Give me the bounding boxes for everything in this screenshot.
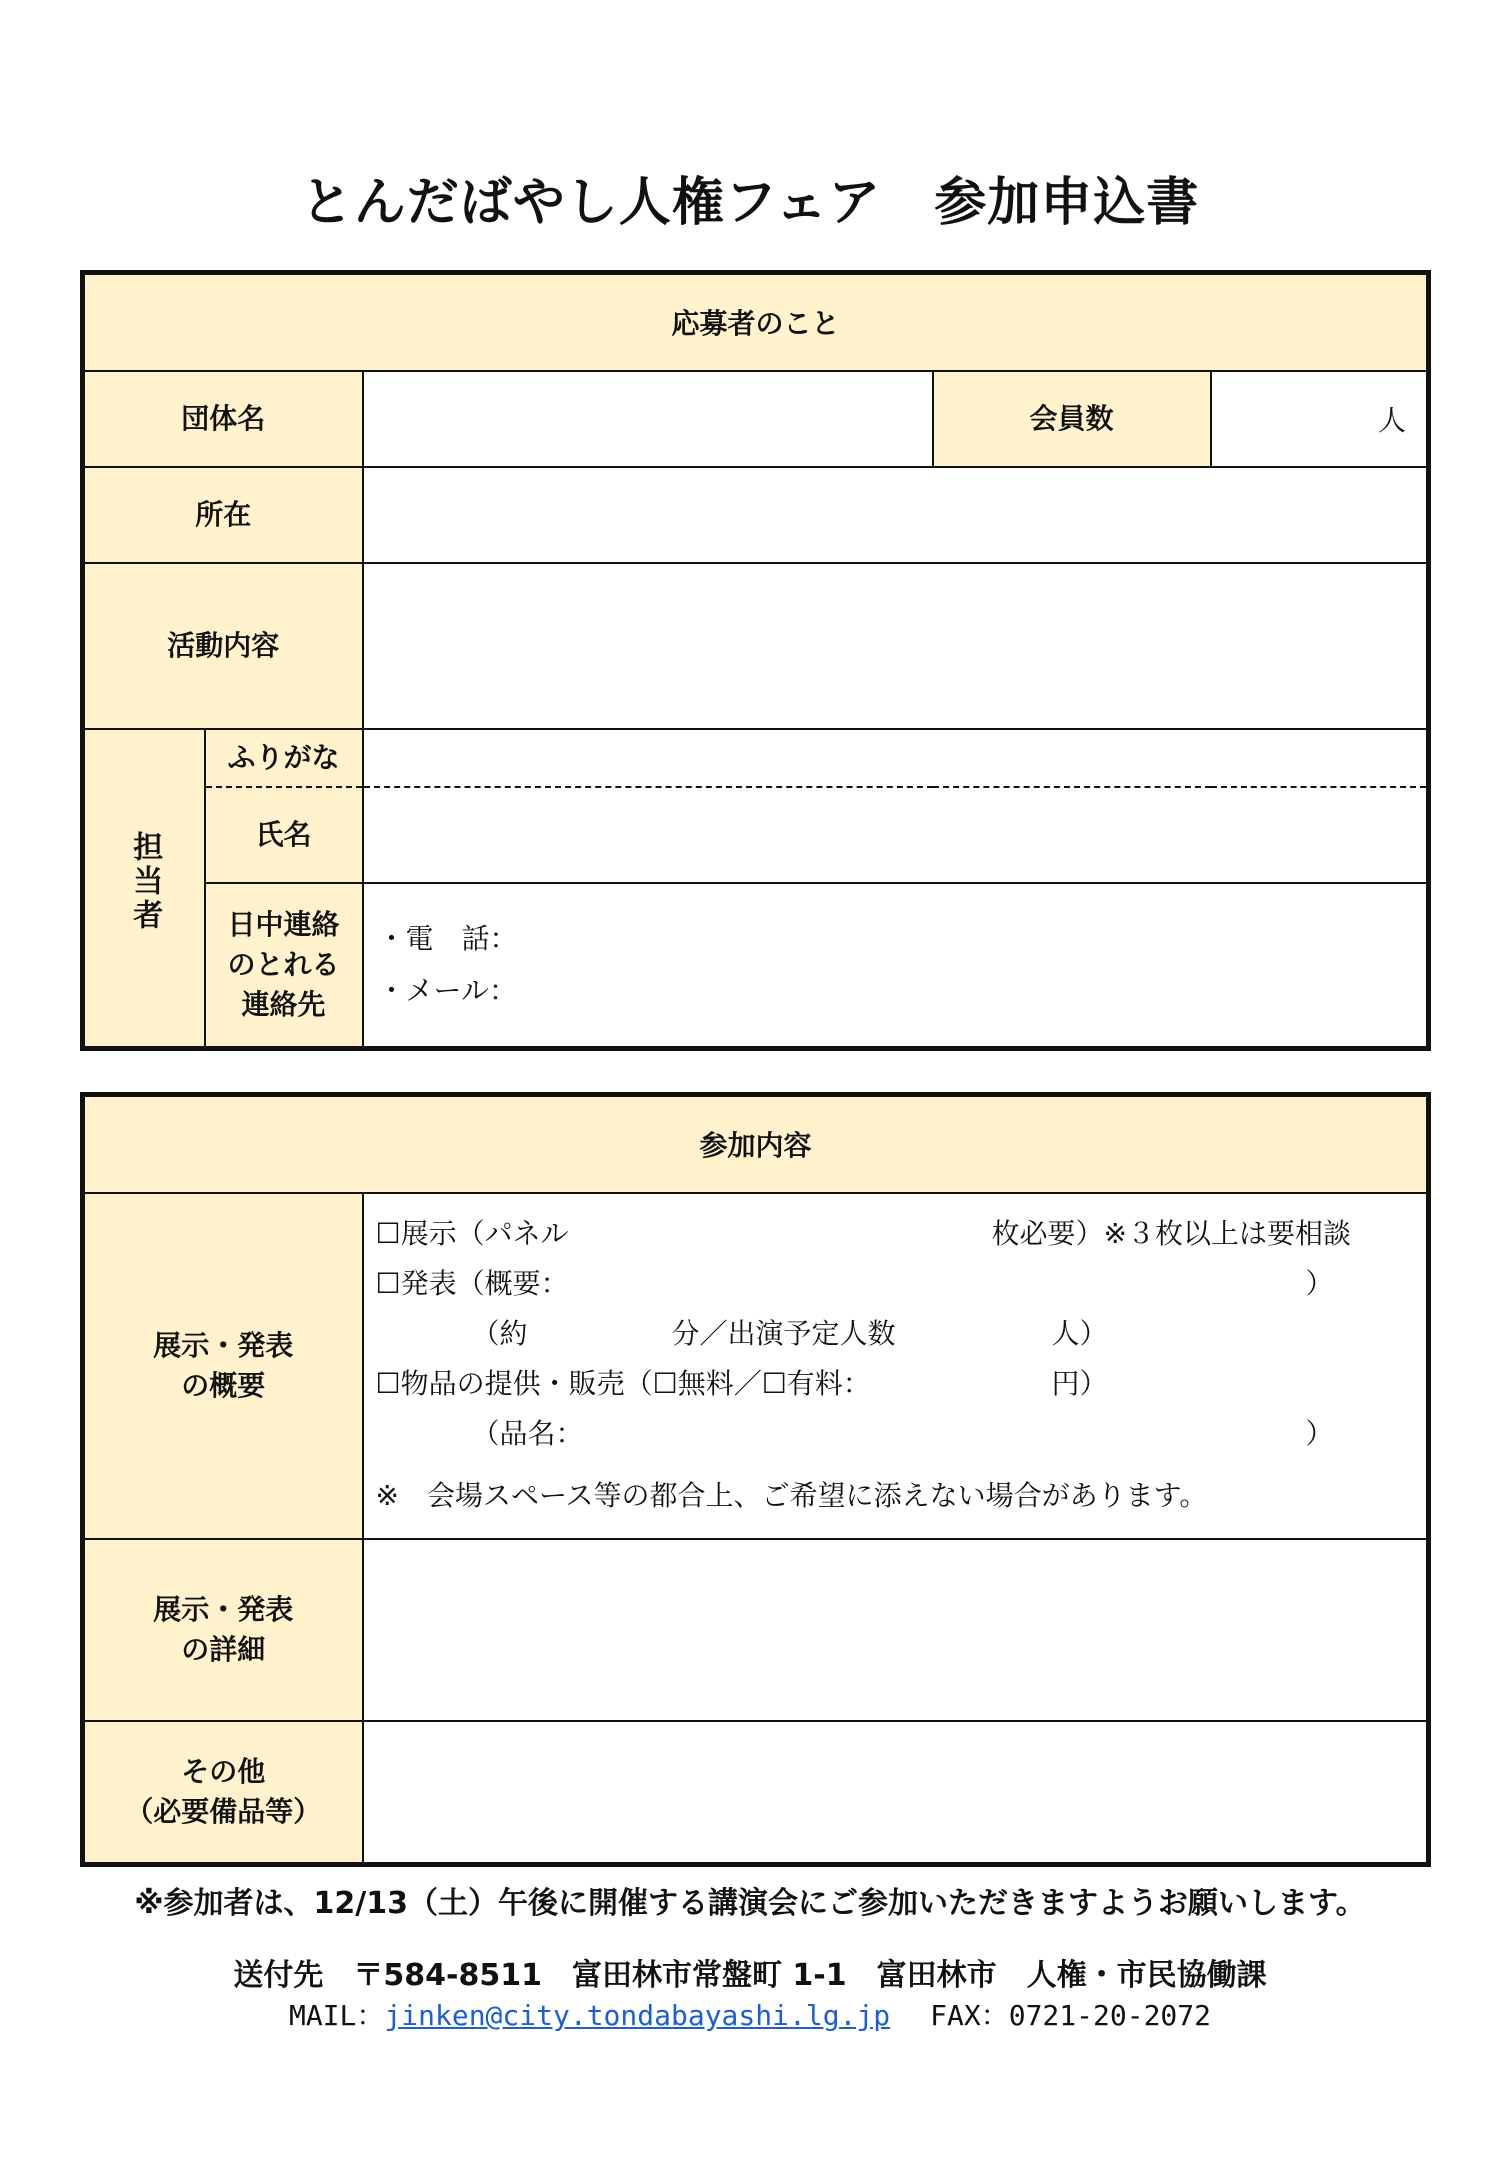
item-name-prefix: （品名： bbox=[471, 1416, 584, 1450]
contact-person-header bbox=[83, 729, 205, 1049]
overview-label-line: の概要 bbox=[181, 1368, 266, 1402]
goods-option[interactable]: ☐物品の提供・販売（☐無料／☐有料： bbox=[375, 1366, 871, 1400]
member-count-label: 会員数 bbox=[933, 371, 1211, 467]
email-label: ・メール： bbox=[377, 973, 517, 1007]
overview-field bbox=[363, 1193, 1429, 1539]
venue-note bbox=[376, 1471, 1413, 1521]
exhibit-line[interactable] bbox=[376, 1209, 1413, 1259]
location-label: 所在 bbox=[83, 467, 363, 563]
item-name-line[interactable] bbox=[376, 1409, 1413, 1459]
name-field[interactable] bbox=[363, 787, 1429, 883]
page-title: とんだばやし人権フェア 参加申込書 bbox=[300, 173, 1200, 233]
group-name-field[interactable] bbox=[363, 371, 933, 467]
other-label bbox=[83, 1721, 363, 1865]
participation-notice: ※参加者は、12/13（土）午後に開催する講演会にご参加いただきますようお願いします。 bbox=[134, 1886, 1366, 1921]
other-field[interactable] bbox=[363, 1721, 1429, 1865]
overview-label bbox=[83, 1193, 363, 1539]
mail-link[interactable]: jinken@city.tondabayashi.lg.jp bbox=[384, 1999, 891, 2032]
exhibit-suffix: 枚必要）※３枚以上は要相談 bbox=[991, 1216, 1351, 1250]
other-label-line: （必要備品等） bbox=[125, 1794, 322, 1828]
activity-field[interactable] bbox=[363, 563, 1429, 729]
presentation-line[interactable] bbox=[376, 1259, 1413, 1309]
mail-label: MAIL： bbox=[288, 1999, 385, 2032]
exhibit-option[interactable]: ☐展示（パネル bbox=[375, 1216, 569, 1250]
applicant-table bbox=[80, 270, 1431, 1051]
duration-prefix: （約 bbox=[471, 1316, 528, 1350]
yen-suffix: 円） bbox=[1051, 1366, 1108, 1400]
detail-label bbox=[83, 1539, 363, 1721]
daytime-contact-label bbox=[205, 883, 363, 1049]
contact-info bbox=[0, 1994, 1500, 2034]
presentation-close: ） bbox=[1305, 1266, 1334, 1300]
detail-label-line: の詳細 bbox=[181, 1632, 266, 1666]
detail-field[interactable] bbox=[363, 1539, 1429, 1721]
daytime-contact-label-line: のとれる bbox=[227, 947, 340, 981]
participation-section-title: 参加内容 bbox=[83, 1095, 1429, 1193]
venue-note-text: ※ 会場スペース等の都合上、ご希望に添えない場合があります。 bbox=[375, 1478, 1208, 1512]
applicant-section-title: 応募者のこと bbox=[83, 273, 1429, 371]
item-name-close: ） bbox=[1305, 1416, 1334, 1450]
other-label-line: その他 bbox=[181, 1754, 266, 1788]
duration-line[interactable] bbox=[376, 1309, 1413, 1359]
fax-number: FAX：0721-20-2072 bbox=[930, 1999, 1212, 2032]
member-count-unit: 人 bbox=[1378, 403, 1407, 437]
mailing-address: 送付先 〒584-8511 富田林市常盤町 1-1 富田林市 人権・市民協働課 bbox=[233, 1958, 1267, 1993]
furigana-label: ふりがな bbox=[205, 729, 363, 787]
location-field[interactable] bbox=[363, 467, 1429, 563]
daytime-contact-label-line: 連絡先 bbox=[241, 987, 326, 1021]
presentation-option[interactable]: ☐発表（概要： bbox=[375, 1266, 569, 1300]
detail-label-line: 展示・発表 bbox=[153, 1592, 294, 1626]
duration-suffix: 分／出演予定人数 bbox=[671, 1316, 896, 1350]
furigana-field[interactable] bbox=[363, 729, 1429, 787]
activity-label: 活動内容 bbox=[83, 563, 363, 729]
people-suffix: 人） bbox=[1051, 1316, 1108, 1350]
participation-table bbox=[80, 1092, 1431, 1867]
overview-label-line: 展示・発表 bbox=[153, 1328, 294, 1362]
goods-line[interactable] bbox=[376, 1359, 1413, 1409]
daytime-contact-field[interactable] bbox=[363, 883, 1429, 1049]
contact-person-label: 担当者 bbox=[127, 831, 163, 934]
name-label: 氏名 bbox=[205, 787, 363, 883]
group-name-label: 団体名 bbox=[83, 371, 363, 467]
phone-label: ・電 話： bbox=[377, 921, 518, 955]
member-count-field[interactable] bbox=[1211, 371, 1429, 467]
daytime-contact-label-line: 日中連絡 bbox=[227, 907, 340, 941]
